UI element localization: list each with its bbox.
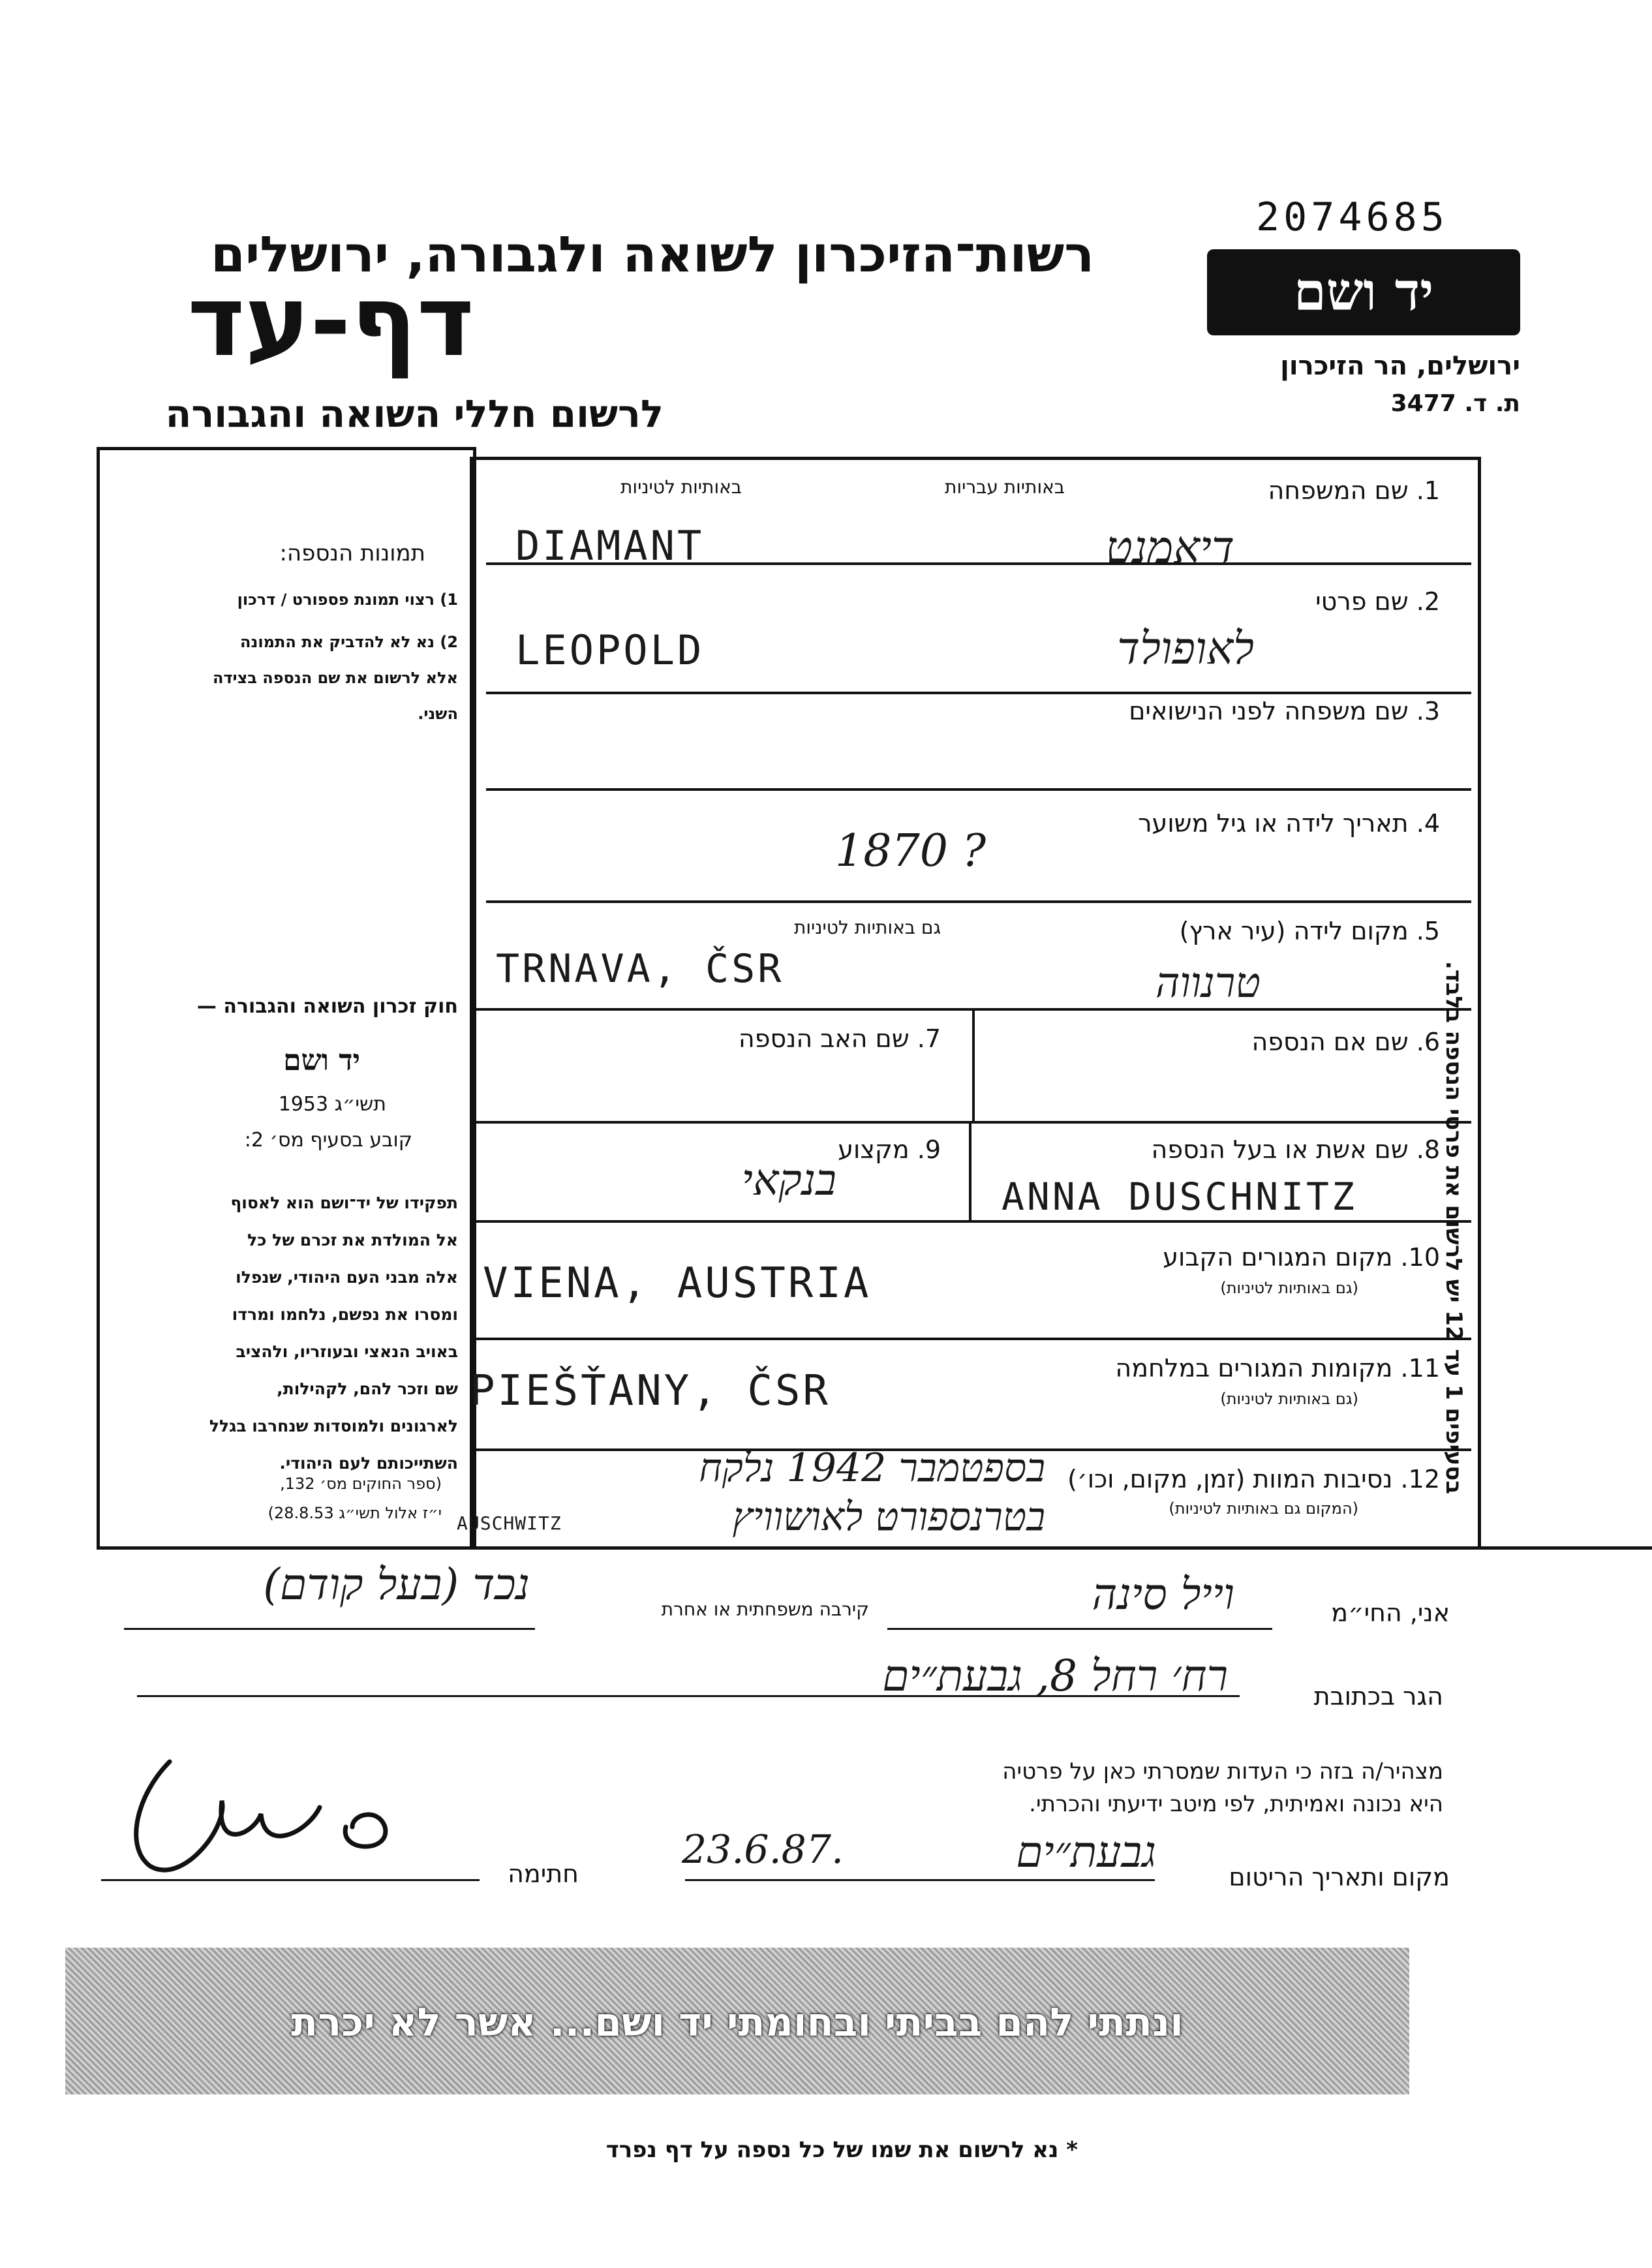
quote-banner [65,1948,1409,2094]
law-text-line: שם וזכר להם, לקהילות, [277,1379,458,1398]
divider [473,1220,1471,1223]
field-12-value-line-1: בספטמבר 1942 נלקח [699,1445,1045,1491]
signature-label: חתימה [508,1860,579,1888]
field-9-label: 9. מקצוע [838,1135,941,1164]
registration-place: גבעת״ים [1016,1827,1156,1877]
relation-value: נכד (בעל קודם) [263,1559,530,1610]
law-title: חוק זכרון השואה והגבורה — [196,995,458,1018]
relation-label: קירבה משפחתית או אחרת [661,1599,869,1620]
field-12-note: (המקום גם באותיות לטיניות) [1169,1499,1358,1518]
divider [486,788,1471,791]
handwritten-signature [98,1755,437,1886]
declaration-text-1: מצהיר/ה בזה כי העדות שמסרתי כאן על פרטיה [1002,1758,1443,1785]
field-2-label: 2. שם פרטי [1315,587,1440,616]
footer-note: * נא לרשום את שמו של כל נספה על דף נפרד [605,2137,1078,2163]
address-line-2: ת. ד. 3477 [1390,390,1520,417]
declaration-text-2: היא נכונה ואמיתית, לפי מיטב ידיעתי והכרתי. [1029,1791,1443,1817]
signature-line [124,1628,535,1630]
law-text-line: תפקידו של יד־ושם הוא לאסוף [230,1193,458,1212]
field-8-value: ANNA DUSCHNITZ [1002,1174,1357,1219]
law-text-line: אלה מבני העם היהודי, שנפלו [236,1268,458,1287]
field-10-note: (גם באותיות לטיניות) [1220,1279,1358,1297]
divider [969,1122,971,1221]
declarant-name: וייל סינה [1092,1569,1234,1619]
photo-instruction-2b: אלא לרשום את שם הנספה בצידה [212,669,458,687]
divider [473,1121,1471,1124]
signature-line [685,1879,1155,1881]
divider [473,1546,1652,1550]
divider [972,1010,975,1121]
field-3-label: 3. שם משפחה לפני הנישואים [1129,697,1440,726]
field-11-value: PIEŠŤANY, ČSR [470,1367,831,1415]
law-text-line: באויב הנאצי ובעוזריו, ולהציב [236,1342,458,1361]
divider [486,692,1471,694]
field-6-label: 6. שם אם הנספה [1251,1028,1440,1056]
banner-text: ונתתי להם בביתי ובחומתי יד ושם... אשר לא יכרת [291,2000,1184,2046]
law-text [93,1184,458,1482]
photo-instruction-2: 2) נא לא להדביק את התמונה [240,633,458,651]
law-text-line: לארגונים ולמוסדות שנחרבו בגלל [209,1417,458,1435]
field-4-label: 4. תאריך לידה או גיל משוער [1138,809,1440,838]
photo-title: תמונות הנספה: [279,540,425,566]
authority-name: רשות־הזיכרון לשואה ולגבורה, ירושלים [211,225,1094,283]
field-1-latin-value: DIAMANT [515,522,705,570]
field-4-value: 1870 ? [835,825,987,877]
field-11-note: (גם באותיות לטיניות) [1220,1390,1358,1408]
field-2-latin-value: LEOPOLD [515,626,705,674]
law-name: יד ושם [283,1044,360,1077]
field-7-label: 7. שם האב הנספה [738,1024,941,1053]
law-reference: (ספר החוקים מס׳ 132, [280,1475,442,1493]
address-value: רח׳ רחל 8, גבעת״ים [882,1651,1228,1701]
field-9-value: בנקאי [741,1155,836,1205]
law-year: תשי״ג 1953 [278,1093,386,1116]
field-1-hebrew-value: דיאמנט [1105,522,1234,574]
field-5-hebrew-value: טרנווה [1155,959,1261,1007]
yad-vashem-logo [1207,249,1520,335]
field-5-latin-note: גם באותיות לטיניות [794,917,941,938]
photo-instruction-2c: השני. [418,705,458,723]
form-subtitle: לרשום חללי השואה והגבורה [165,391,664,436]
address-line-1: ירושלים, הר הזיכרון [1280,351,1520,381]
logo-text: יד ושם [1293,261,1434,322]
law-text-line: אל המולדת את זכרם של כל [247,1231,458,1249]
declarant-label: אני, החי״מ [1331,1599,1450,1627]
signature-line [887,1628,1272,1630]
field-5-label: 5. מקום לידה (עיר ארץ) [1179,917,1440,945]
latin-column-header: באותיות לטיניות [620,476,742,498]
field-8-label: 8. שם אשת או בעל הנספה [1151,1135,1440,1164]
field-5-latin-value: TRNAVA, ČSR [496,946,784,992]
law-section: קובע בסעיף מס׳ 2: [244,1129,412,1152]
law-text-line: השתייכותם לעם היהודי. [279,1454,458,1473]
hebrew-column-header: באותיות עבריות [945,476,1065,498]
record-number: 2074685 [1256,194,1448,240]
side-note: בסעיפים 1 עד 12 יש לרשום את פרטי הנספה בלבד. [1441,960,1467,1494]
photo-instruction-1: 1) רצוי תמונת פספורט / דרכון [237,590,458,609]
field-12-value-line-2: בטרנספורט לאושוויץ [732,1494,1045,1540]
place-date-label: מקום ותאריך הריטום [1229,1863,1450,1892]
law-text-line: ומסרו את נפשם, נלחמו ומרדו [232,1305,458,1324]
divider [473,1338,1471,1340]
field-2-hebrew-value: לאופולד [1117,623,1254,675]
field-12-label: 12. נסיבות המוות (זמן, מקום, וכו׳) [1067,1465,1440,1494]
field-12-value-latin: AUSCHWITZ [457,1512,562,1534]
field-1-label: 1. שם המשפחה [1268,476,1440,505]
divider [486,900,1471,903]
law-date: י״ז אלול תשי״ג 28.8.53) [268,1504,442,1522]
address-label: הגר בכתובת [1313,1682,1443,1711]
field-10-value: VIENA, AUSTRIA [483,1259,872,1308]
registration-date: 23.6.87. [682,1827,844,1873]
field-11-label: 11. מקומות המגורים במלחמה [1115,1354,1440,1383]
field-10-label: 10. מקום המגורים הקבוע [1163,1243,1440,1272]
form-title: דף-עד [187,265,474,378]
